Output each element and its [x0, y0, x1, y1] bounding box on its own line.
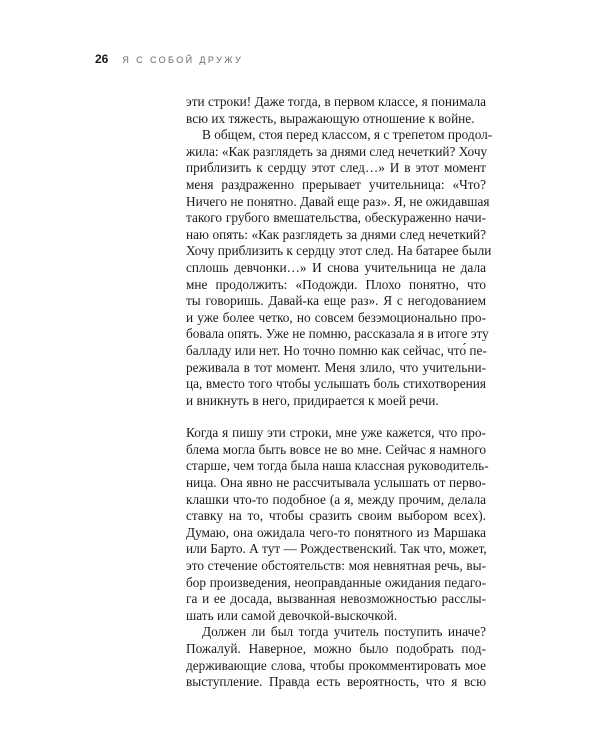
paragraph [186, 624, 486, 690]
text-line: и уже более четко, но совсем безэмоционально про- [186, 309, 486, 325]
text-line: Ничего не понятно. Давай еще раз». Я, не ожидавшая [186, 193, 490, 209]
section-title: Я С СОБОЙ ДРУЖУ [122, 55, 244, 65]
text-line: ставку на то, чтобы сразить своим выбором всех). [186, 508, 486, 524]
text-line: бор произведения, неоправданные ожидания педаго- [186, 574, 486, 590]
text-line: выступление. Правда есть вероятность, что я всю [186, 674, 486, 690]
text-line: держивающие слова, чтобы прокомментировать мое [186, 657, 486, 673]
body-text [186, 94, 493, 691]
text-line: наю опять: «Как разглядеть за днями след нечеткий? [186, 226, 486, 242]
paragraph [186, 94, 486, 127]
text-line: сплошь девчонки…» И снова учительница не дала [186, 259, 486, 275]
text-line: Думаю, она ожидала чего-то понятного из Маршака [186, 524, 486, 540]
text-line: В общем, стоя перед классом, я с трепетом продол- [202, 127, 493, 143]
page-number: 26 [95, 52, 109, 66]
text-line: Должен ли был тогда учитель поступить иначе? [202, 624, 486, 640]
text-line: клашки что-то подобное (а я, между прочим, делала [186, 491, 486, 507]
text-line: старше, чем тогда была наша классная руководитель- [186, 458, 489, 474]
text-line: балладу или нет. Но точно помню как сейчас, что́ пе- [186, 342, 487, 358]
text-line: эти строки! Даже тогда, в первом классе, я понимала [186, 94, 486, 109]
text-line: это стечение обстоятельств: моя невнятная речь, вы- [186, 558, 486, 574]
text-line: ты говоришь. Давай-ка еще раз». Я с негодованием [186, 293, 486, 309]
text-line: меня раздраженно прерывает учительница: «Что? [186, 176, 486, 192]
text-line: такого грубого вмешательства, обескураженно начи- [186, 210, 486, 226]
text-line: жила: «Как разглядеть за днями след нечеткий? Хочу [186, 143, 488, 159]
text-line: всю их тяжесть, выражающую отношение к войне. [186, 110, 475, 126]
text-line: га и ее досада, вызванная невозможностью расслы- [186, 591, 486, 607]
running-head [95, 52, 243, 68]
text-line: бовала опять. Уже не помню, рассказала я в итоге эту [186, 326, 489, 342]
text-line: реживала в тот момент. Меня злило, что учительни- [186, 359, 486, 375]
section-break [186, 409, 486, 425]
text-line: Хочу приблизить к сердцу этот след. На батарее были [186, 243, 492, 259]
text-line: Пожалуй. Наверное, можно было подобрать под- [186, 641, 486, 656]
text-line: мне продолжить: «Подожди. Плохо понятно, что [186, 276, 486, 292]
text-line: приблизить к сердцу этот след…» И в этот момент [186, 160, 486, 176]
paragraph [186, 127, 493, 409]
text-line: Когда я пишу эти строки, мне уже кажется, что про- [186, 425, 486, 441]
paragraph [186, 425, 489, 624]
text-line: ница. Она явно не рассчитывала услышать от перво- [186, 475, 486, 491]
text-line: блема могла быть вовсе не во мне. Сейчас я намного [186, 441, 486, 457]
text-line: ца, вместо того чтобы услышать боль стихотворения [186, 376, 486, 392]
text-line: или Барто. А тут — Рождественский. Так что, может, [186, 541, 487, 557]
text-line: шать или самой девочкой-выскочкой. [186, 607, 398, 623]
text-line: и вникнуть в него, придирается к моей речи. [186, 392, 439, 408]
